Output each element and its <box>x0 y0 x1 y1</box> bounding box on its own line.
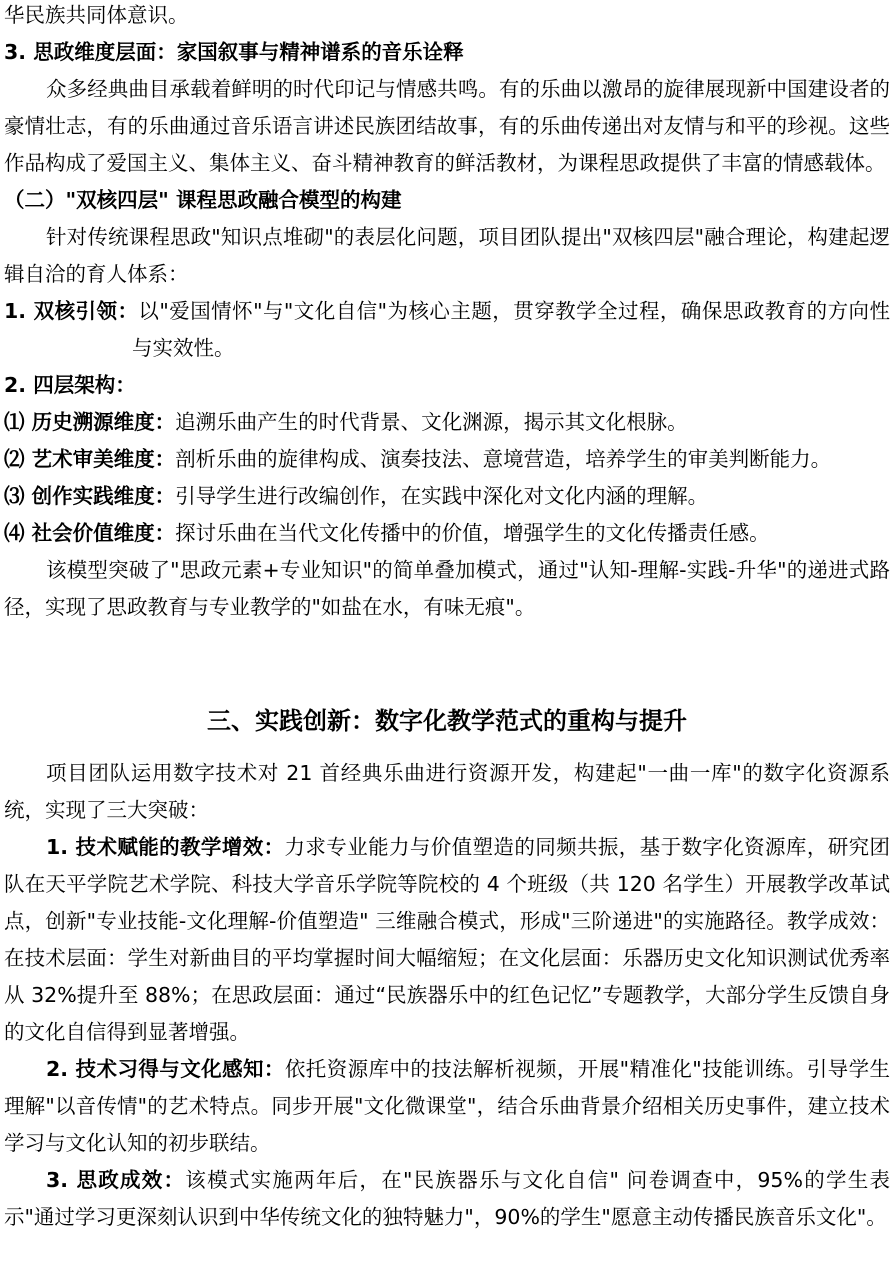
layer-label: ⑶ 创作实践维度： <box>4 484 176 508</box>
layer-item <box>4 478 890 515</box>
layer-label: ⑴ 历史溯源维度： <box>4 410 176 434</box>
breakthrough-3-text: 该模式实施两年后，在"民族器乐与文化自信" 问卷调查中，95%的学生表示"通过学习更深刻认识到中华传统文化的独特魅力"，90%的学生"愿意主动传播民族音乐文化"。 <box>4 1168 890 1229</box>
dual-core-label: 1. 双核引领： <box>4 299 139 323</box>
carryover-line: 华民族共同体意识。 <box>4 3 189 27</box>
subsection-heading: （二）"双核四层" 课程思政融合模型的构建 <box>4 188 402 212</box>
layer-text: 引导学生进行改编创作，在实践中深化对文化内涵的理解。 <box>175 484 709 508</box>
dual-core-text: 以"爱国情怀"与"文化自信"为核心主题，贯穿教学全过程，确保思政教育的方向性与实效性。 <box>132 299 890 360</box>
layer-item <box>4 404 890 441</box>
breakthrough-2-text: 依托资源库中的技法解析视频，开展"精准化"技能训练。引导学生理解"以音传情"的艺术特点。同步开展"文化微课堂"，结合乐曲背景介绍相关历史事件，建立技术学习与文化认知的初步联结。 <box>4 1057 890 1155</box>
model-conclusion-paragraph: 该模型突破了"思政元素+专业知识"的简单叠加模式，通过"认知-理解-实践-升华"的递进式路径，实现了思政教育与专业教学的"如盐在水，有味无痕"。 <box>4 558 890 619</box>
item3-paragraph: 众多经典曲目承载着鲜明的时代印记与情感共鸣。有的乐曲以激昂的旋律展现新中国建设者的豪情壮志，有的乐曲通过音乐语言讲述民族团结故事，有的乐曲传递出对友情与和平的珍视。这些作品构成了爱国主义、集体主义、奋斗精神教育的鲜活教材，为课程思政提供了丰富的情感载体。 <box>4 77 890 175</box>
item3-heading: 3. 思政维度层面：家国叙事与精神谱系的音乐诠释 <box>4 40 464 64</box>
document-body-top <box>4 0 890 626</box>
layer-text: 追溯乐曲产生的时代背景、文化渊源，揭示其文化根脉。 <box>175 410 688 434</box>
dual-core-item <box>4 293 890 367</box>
layer-text: 剖析乐曲的旋律构成、演奏技法、意境营造，培养学生的审美判断能力。 <box>175 447 832 471</box>
layer-label: ⑵ 艺术审美维度： <box>4 447 176 471</box>
breakthrough-1-label: 1. 技术赋能的教学增效： <box>46 835 285 859</box>
layer-item <box>4 441 890 478</box>
four-layer-heading: 2. 四层架构： <box>4 373 136 397</box>
document-body-bottom <box>4 755 890 1236</box>
breakthrough-1-text: 力求专业能力与价值塑造的同频共振，基于数字化资源库，研究团队在天平学院艺术学院、科技大学音乐学院等院校的 4 个班级（共 120 名学生）开展教学改革试点，创新"专业技能-文化理解-价值塑造" 三维融合模式，形成"三阶递进"的实施路径。教学成效：在技术层面：学生对新曲目的平均掌握时间大幅缩短；在文化层面：乐器历史文化知识测试优秀率从 32%提升至 88%；在思政层面：通过“民族器乐中的红色记忆”专题教学，大部分学生反馈自身的文化自信得到显著增强。 <box>4 835 890 1044</box>
model-intro-paragraph: 针对传统课程思政"知识点堆砌"的表层化问题，项目团队提出"双核四层"融合理论，构建起逻辑自洽的育人体系： <box>4 225 890 286</box>
breakthrough-3-paragraph <box>4 1162 890 1236</box>
layer-text: 探讨乐曲在当代文化传播中的价值，增强学生的文化传播责任感。 <box>175 521 770 545</box>
layer-label: ⑷ 社会价值维度： <box>4 521 176 545</box>
breakthrough-3-label: 3. 思政成效： <box>46 1168 186 1192</box>
section3-intro-paragraph: 项目团队运用数字技术对 21 首经典乐曲进行资源开发，构建起"一曲一库"的数字化资源系统，实现了三大突破： <box>4 761 890 822</box>
breakthrough-2-paragraph <box>4 1051 890 1162</box>
layer-item <box>4 515 890 552</box>
breakthrough-1-paragraph <box>4 829 890 1051</box>
section-heading: 三、实践创新：数字化教学范式的重构与提升 <box>207 707 687 735</box>
breakthrough-2-label: 2. 技术习得与文化感知： <box>46 1057 285 1081</box>
